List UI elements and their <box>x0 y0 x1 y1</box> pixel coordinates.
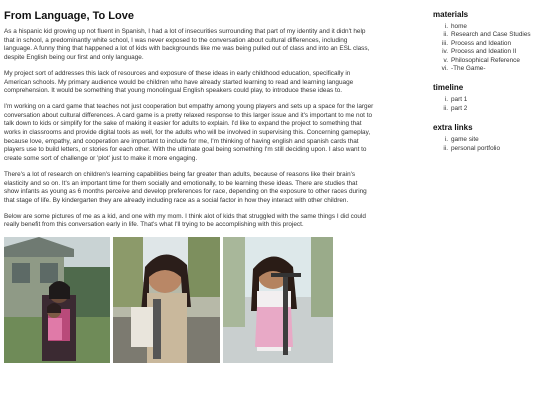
list-number: ii. <box>443 144 448 152</box>
main-content <box>4 10 374 367</box>
photo-mom-and-child <box>4 237 110 363</box>
list-number: ii. <box>443 104 448 112</box>
materials-item <box>433 48 540 56</box>
timeline-item <box>433 96 540 104</box>
nav-link-part-2[interactable]: part 2 <box>451 104 468 112</box>
nav-link-process-ideation-ii[interactable]: Process and Ideation II <box>451 48 517 56</box>
timeline-list <box>433 96 540 113</box>
paragraph-1: As a hispanic kid growing up not fluent in Spanish, I had a lot of insecurities surrounding that part of my identity and it didn't help that in school, a predominantly white school, I was never exposed to the conversation about cultural differences, including language. A funny thing that happened a lot of kids with backgrounds like me was being pulled out of class and into an ESL class, despite English being our first and only language. <box>4 28 370 62</box>
nav-link-philosophical-reference[interactable]: Philosophical Reference <box>451 56 520 64</box>
list-number: i. <box>444 96 448 104</box>
paragraph-3: I'm working on a card game that teaches not just cooperation but empathy among young players and sets up a space for the larger conversation about cultural differences. A card game is a pretty relaxed response to this larger issue and it's important to me not to talk down to kids or simplify for the sake of making it easier for adults to explain. I'd like to expand the project to something that works in classrooms and provide digital tools as well, for the adults who will be involved in supervising this. Concerning gameplay, because love, empathy, and cooperation are important to include for me, I'm thinking of having english and spanish cards that players use to build letters, or stories for each other. With the ultimate goal being something I'm still deciding upon. I also want to create some sort of challenge or 'plot' just to make it more engaging. <box>4 102 374 163</box>
photo-child-scooter <box>223 237 333 363</box>
paragraph-5: Below are some pictures of me as a kid, and one with my mom. I think alot of kids that struggled with the same things I did could really benefit from this conversation early in life. That's what I'll trying to be accomplishing with this project. <box>4 212 366 229</box>
materials-item <box>433 23 540 31</box>
list-number: iv. <box>442 48 448 56</box>
list-number: i. <box>444 23 448 30</box>
page-title: From Language, To Love <box>4 10 134 22</box>
sidebar <box>433 10 540 163</box>
nav-link-personal-portfolio[interactable]: personal portfolio <box>451 144 501 152</box>
materials-item <box>433 40 540 48</box>
nav-link-process-ideation[interactable]: Process and Ideation <box>451 39 512 47</box>
sidebar-heading-extra-links: extra links <box>433 123 473 133</box>
nav-link-research[interactable]: Research and Case Studies <box>451 31 531 39</box>
list-number: vi. <box>441 65 448 73</box>
materials-item <box>433 57 540 65</box>
nav-link-home[interactable]: home <box>451 23 467 30</box>
sidebar-heading-materials: materials <box>433 10 469 19</box>
extra-links-item <box>433 145 540 153</box>
paragraph-4: There's a lot of research on children's learning capabilities being far greater than adults, because of reasons like their brain's elasticity and so on. It's an important time for them socially and emotionally, to be learning these ideas. There are studies that show infants as young as 6 months perceive and develop preferences for race, depending on the exposure to other races during that stage of life. By kindergarten they are already including race as a social factor in how they interact with other children. <box>4 170 367 204</box>
list-number: v. <box>443 56 448 64</box>
list-number: iii. <box>441 39 448 47</box>
nav-link-the-game[interactable]: -The Game- <box>451 65 486 73</box>
materials-list <box>433 23 540 73</box>
materials-item <box>433 65 540 73</box>
nav-link-game-site[interactable]: game site <box>451 136 479 144</box>
nav-link-part-1[interactable]: part 1 <box>451 96 468 104</box>
extra-links-item <box>433 136 540 144</box>
timeline-item <box>433 105 540 113</box>
sidebar-heading-timeline: timeline <box>433 83 464 93</box>
list-number: ii. <box>443 31 448 39</box>
photo-child-smiling <box>113 237 220 363</box>
extra-links-list <box>433 136 540 153</box>
paragraph-2: My project sort of addresses this lack of resources and exposure of these ideas in early childhood education, specifically in American schools. My primary audience would be children who have already started learning to read and learning language comprehension. It would be something that young monolingual English speakers could play, to introduce these ideas to. <box>4 69 354 95</box>
list-number: i. <box>444 136 448 144</box>
photo-gallery <box>4 237 374 367</box>
materials-item <box>433 31 540 39</box>
